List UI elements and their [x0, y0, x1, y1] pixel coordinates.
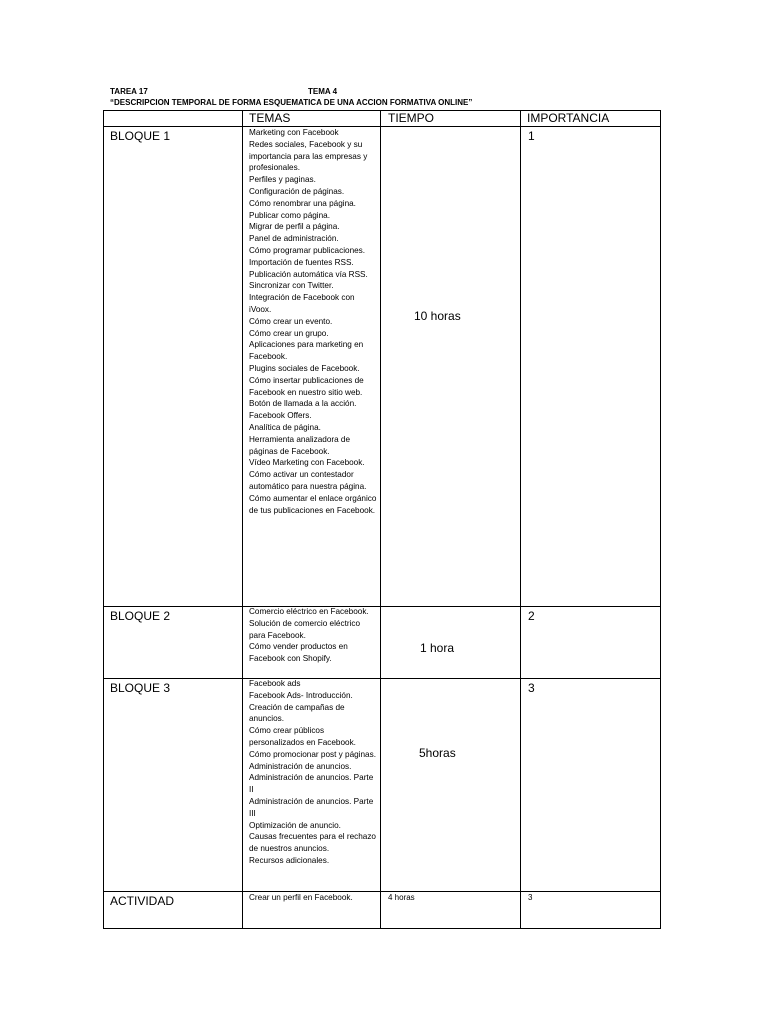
tema-item: Cómo activar un contestador automático para nuestra página. [249, 470, 367, 491]
row-label-bloque-3: BLOQUE 3 [110, 681, 171, 695]
tema-item: Importación de fuentes RSS. [249, 257, 354, 267]
tiempo-actividad: 4 horas [388, 893, 415, 902]
tema-item: Cómo insertar publicaciones de Facebook en nuestro sitio web. [249, 375, 364, 397]
tiempo-bloque-3: 5horas [419, 746, 456, 760]
tema-item: Panel de administración. [249, 234, 339, 244]
tema-item: Cómo promocionar post y páginas. [249, 749, 376, 759]
table-column-divider [242, 110, 243, 929]
column-header-importancia: IMPORTANCIA [527, 111, 610, 125]
tema-item: Administración de anuncios. [249, 761, 352, 771]
column-header-temas: TEMAS [249, 111, 291, 125]
importancia-bloque-1: 1 [528, 129, 535, 143]
tema-item: Cómo vender productos en Facebook con Shopify. [249, 642, 348, 664]
tema-item: Publicación automática vía RSS. [249, 269, 368, 279]
tema-item: Creación de campañas de anuncios. [249, 702, 345, 724]
tema-item: Plugins sociales de Facebook. [249, 363, 360, 373]
tema-item: Integración de Facebook con iVoox. [249, 293, 355, 314]
tema-item: Causas frecuentes para el rechazo de nuestros anuncios. [249, 832, 376, 854]
tema-item: Herramienta analizadora de páginas de Facebook. [249, 434, 351, 456]
tema-item: Publicar como página. [249, 210, 331, 220]
document-description: “DESCRIPCION TEMPORAL DE FORMA ESQUEMATICA DE UNA ACCION FORMATIVA ONLINE” [110, 98, 473, 107]
tema-item: Facebook Offers. [249, 411, 312, 421]
temas-list-bloque-2 [249, 606, 377, 665]
table-border-bottom [103, 928, 661, 929]
tema-item: Cómo renombrar una página. [249, 198, 356, 208]
tema-item: Perfiles y paginas. [249, 175, 316, 185]
importancia-bloque-3: 3 [528, 681, 535, 695]
tema-item: Optimización de anuncio. [249, 820, 341, 830]
table-divider [103, 678, 661, 679]
table-divider [103, 606, 661, 607]
table-column-divider [380, 110, 381, 929]
tarea-label: TAREA 17 [110, 87, 148, 96]
table-border-right [660, 110, 661, 929]
tema-item: Facebook Ads- Introducción. [249, 690, 353, 700]
tema-item: Cómo crear un grupo. [249, 328, 329, 338]
tema-item: Botón de llamada a la acción. [249, 399, 357, 409]
importancia-actividad: 3 [528, 893, 533, 902]
row-label-bloque-2: BLOQUE 2 [110, 609, 171, 623]
importancia-bloque-2: 2 [528, 609, 535, 623]
column-header-tiempo: TIEMPO [388, 111, 435, 125]
tema-item: Aplicaciones para marketing en Facebook. [249, 340, 364, 362]
tema-item: Redes sociales, Facebook y su importancia para las empresas y profesionales. [249, 139, 368, 173]
tiempo-bloque-1: 10 horas [414, 309, 461, 323]
row-label-actividad: ACTIVIDAD [110, 894, 175, 908]
tema-item: Facebook ads [249, 679, 301, 688]
tema-item: Sincronizar con Twitter. [249, 281, 334, 291]
tema-item: Cómo crear públicos personalizados en Facebook. [249, 726, 356, 747]
tema-item: Cómo crear un evento. [249, 316, 333, 326]
tema-item: Solución de comercio eléctrico para Facebook. [249, 618, 361, 640]
temas-list-bloque-1 [249, 127, 377, 516]
tema-item: Administración de anuncios. Parte III [249, 796, 374, 818]
tema-item: Migrar de perfil a página. [249, 222, 340, 232]
temas-list-bloque-3 [249, 678, 377, 867]
tema-item: Marketing con Facebook [249, 128, 339, 137]
tiempo-bloque-2: 1 hora [420, 641, 455, 655]
tema-item: Crear un perfil en Facebook. [249, 893, 353, 902]
tema-item: Administración de anuncios. Parte II [249, 773, 374, 795]
tema-label: TEMA 4 [308, 87, 338, 96]
temas-list-actividad [249, 892, 377, 904]
tema-item: Analítica de página. [249, 422, 321, 432]
table-border-left [103, 110, 104, 929]
tema-item: Cómo programar publicaciones. [249, 245, 366, 255]
tema-item: Cómo aumentar el enlace orgánico de tus publicaciones en Facebook. [249, 493, 377, 515]
tema-item: Vídeo Marketing con Facebook. [249, 458, 365, 468]
tema-item: Recursos adicionales. [249, 855, 330, 865]
table-divider [103, 126, 661, 127]
table-column-divider [520, 110, 521, 929]
table-divider [103, 891, 661, 892]
row-label-bloque-1: BLOQUE 1 [110, 129, 171, 143]
tema-item: Comercio eléctrico en Facebook. [249, 607, 369, 616]
tema-item: Configuración de páginas. [249, 186, 345, 196]
